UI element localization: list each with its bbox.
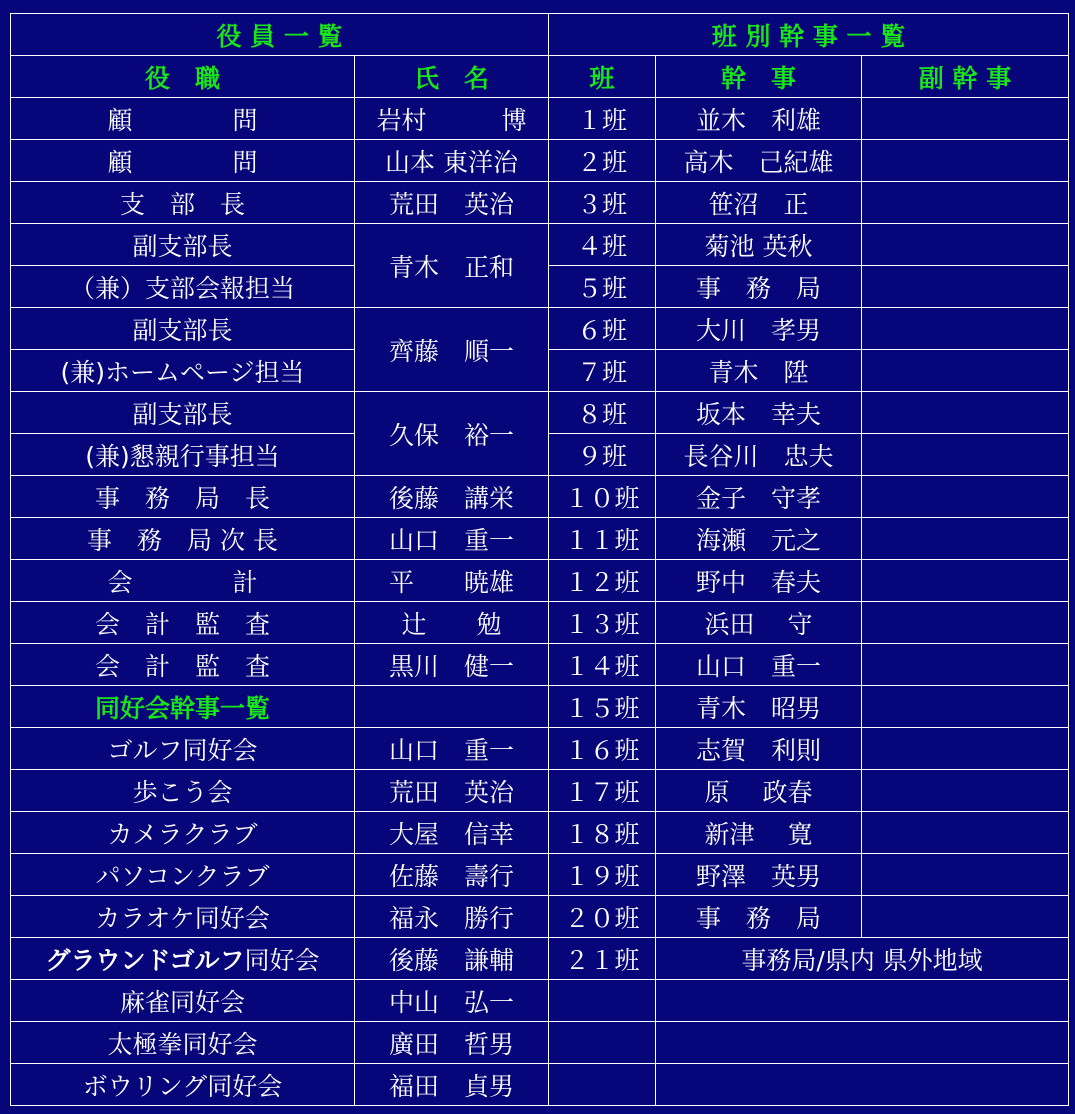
- table-row: [11, 686, 1069, 728]
- group-number: ６班: [549, 308, 656, 350]
- group-sub-leader: [862, 434, 1069, 476]
- group-sub-leader: [862, 644, 1069, 686]
- group-sub-leader: [862, 266, 1069, 308]
- group-leader: 坂本 幸夫: [656, 392, 862, 434]
- group-number: ２０班: [549, 896, 656, 938]
- officer-name: 平 暁雄: [355, 560, 549, 602]
- club-name: カメラクラブ: [11, 812, 355, 854]
- group-number: ７班: [549, 350, 656, 392]
- officer-name: 久保 裕一: [355, 392, 549, 476]
- officer-position: 会 計: [11, 560, 355, 602]
- club-leader-name: 山口 重一: [355, 728, 549, 770]
- empty-cell: [355, 686, 549, 728]
- officer-name: 山口 重一: [355, 518, 549, 560]
- group-leader: 長谷川 忠夫: [656, 434, 862, 476]
- officer-position: 支 部 長: [11, 182, 355, 224]
- group-number: １４班: [549, 644, 656, 686]
- officer-position: 事 務 局 長: [11, 476, 355, 518]
- club-name: 麻雀同好会: [11, 980, 355, 1022]
- group-number: １８班: [549, 812, 656, 854]
- group-sub-leader: [862, 602, 1069, 644]
- group-leader: 青木 昭男: [656, 686, 862, 728]
- table-row: [11, 560, 1069, 602]
- club-leader-name: 荒田 英治: [355, 770, 549, 812]
- table-row: [11, 308, 1069, 350]
- group-sub-leader: [862, 518, 1069, 560]
- club-name: 太極拳同好会: [11, 1022, 355, 1064]
- club-leader-name: 佐藤 壽行: [355, 854, 549, 896]
- officer-name: 岩村 博: [355, 98, 549, 140]
- empty-cell: [656, 980, 1069, 1022]
- table-row: [11, 854, 1069, 896]
- group-sub-leader: [862, 476, 1069, 518]
- table-row: [11, 728, 1069, 770]
- group-number: １９班: [549, 854, 656, 896]
- club-name: ボウリング同好会: [11, 1064, 355, 1106]
- group-number: ５班: [549, 266, 656, 308]
- club-leader-name: 廣田 哲男: [355, 1022, 549, 1064]
- officer-position-additional: （兼）支部会報担当: [11, 266, 355, 308]
- table-row: [11, 770, 1069, 812]
- club-name-bold-part: グラウンドゴルフ: [45, 945, 245, 975]
- table-row: [11, 518, 1069, 560]
- club-name: カラオケ同好会: [11, 896, 355, 938]
- group-sub-leader: [862, 392, 1069, 434]
- group-sub-leader: [862, 896, 1069, 938]
- table-row: [11, 1064, 1069, 1106]
- group-sub-leader: [862, 224, 1069, 266]
- group-sub-leader: [862, 308, 1069, 350]
- group-number: １６班: [549, 728, 656, 770]
- officer-position: 会 計 監 査: [11, 644, 355, 686]
- empty-cell: [656, 1064, 1069, 1106]
- officer-name: 辻 勉: [355, 602, 549, 644]
- table-row: [11, 98, 1069, 140]
- column-header-position: 役 職: [11, 56, 355, 98]
- group-leaders-title: 班 別 幹 事 一 覧: [549, 14, 1069, 56]
- officer-name: 齊藤 順一: [355, 308, 549, 392]
- group-sub-leader: [862, 560, 1069, 602]
- table-row: [11, 182, 1069, 224]
- club-name: 歩こう会: [11, 770, 355, 812]
- table-row: [11, 140, 1069, 182]
- group-sub-leader: [862, 350, 1069, 392]
- group-leader: 青木 陞: [656, 350, 862, 392]
- group-sub-leader: [862, 182, 1069, 224]
- officer-position: 顧 問: [11, 140, 355, 182]
- title-row: [11, 14, 1069, 56]
- column-header-name: 氏 名: [355, 56, 549, 98]
- officer-position: 副支部長: [11, 392, 355, 434]
- officer-position-additional: (兼)懇親行事担当: [11, 434, 355, 476]
- group-leader: 浜田 守: [656, 602, 862, 644]
- officer-position: 事 務 局 次 長: [11, 518, 355, 560]
- group-number: １５班: [549, 686, 656, 728]
- group-number: ２１班: [549, 938, 656, 980]
- group-leader: 事 務 局: [656, 896, 862, 938]
- officer-position: 顧 問: [11, 98, 355, 140]
- group-leader: 事 務 局: [656, 266, 862, 308]
- group-number: １班: [549, 98, 656, 140]
- group-sub-leader: [862, 854, 1069, 896]
- group-sub-leader: [862, 686, 1069, 728]
- empty-cell: [656, 1022, 1069, 1064]
- group-leader: 新津 寛: [656, 812, 862, 854]
- table-row: [11, 644, 1069, 686]
- group-leader: 野澤 英男: [656, 854, 862, 896]
- officer-name: 青木 正和: [355, 224, 549, 308]
- officers-title: 役 員 一 覧: [11, 14, 549, 56]
- table-row: [11, 812, 1069, 854]
- club-leader-name: 福永 勝行: [355, 896, 549, 938]
- table-row: [11, 896, 1069, 938]
- column-header-sub-leader: 副 幹 事: [862, 56, 1069, 98]
- group-leader: 並木 利雄: [656, 98, 862, 140]
- column-header-group: 班: [549, 56, 656, 98]
- column-header-row: [11, 56, 1069, 98]
- officer-name: 山本 東洋治: [355, 140, 549, 182]
- officers-and-group-leaders-table: [10, 13, 1069, 1106]
- group-leader: 高木 己紀雄: [656, 140, 862, 182]
- group-number: １０班: [549, 476, 656, 518]
- group-leader: 菊池 英秋: [656, 224, 862, 266]
- table-row: [11, 938, 1069, 980]
- club-name: パソコンクラブ: [11, 854, 355, 896]
- table-row: [11, 224, 1069, 266]
- club-name: [11, 938, 355, 980]
- group-sub-leader: [862, 98, 1069, 140]
- group-leader: 金子 守孝: [656, 476, 862, 518]
- group-number: ８班: [549, 392, 656, 434]
- officer-position-additional: (兼)ホームページ担当: [11, 350, 355, 392]
- officer-position: 副支部長: [11, 224, 355, 266]
- group-leader: 事務局/県内 県外地域: [656, 938, 1069, 980]
- club-leader-name: 福田 貞男: [355, 1064, 549, 1106]
- club-name-suffix: 同好会: [244, 945, 320, 975]
- group-leader: 志賀 利則: [656, 728, 862, 770]
- group-number: ９班: [549, 434, 656, 476]
- club-name: ゴルフ同好会: [11, 728, 355, 770]
- empty-cell: [549, 980, 656, 1022]
- officer-name: 後藤 講栄: [355, 476, 549, 518]
- officer-position: 会 計 監 査: [11, 602, 355, 644]
- table-row: [11, 392, 1069, 434]
- group-sub-leader: [862, 770, 1069, 812]
- group-sub-leader: [862, 812, 1069, 854]
- club-leader-name: 中山 弘一: [355, 980, 549, 1022]
- club-leader-name: 後藤 謙輔: [355, 938, 549, 980]
- column-header-leader: 幹 事: [656, 56, 862, 98]
- club-leader-name: 大屋 信幸: [355, 812, 549, 854]
- group-number: ３班: [549, 182, 656, 224]
- group-number: １７班: [549, 770, 656, 812]
- group-leader: 野中 春夫: [656, 560, 862, 602]
- group-leader: 山口 重一: [656, 644, 862, 686]
- clubs-section-title: 同好会幹事一覧: [11, 686, 355, 728]
- empty-cell: [549, 1064, 656, 1106]
- empty-cell: [549, 1022, 656, 1064]
- group-number: １２班: [549, 560, 656, 602]
- officer-name: 荒田 英治: [355, 182, 549, 224]
- table-row: [11, 980, 1069, 1022]
- group-number: ２班: [549, 140, 656, 182]
- group-number: １１班: [549, 518, 656, 560]
- group-leader: 海瀬 元之: [656, 518, 862, 560]
- table-row: [11, 602, 1069, 644]
- officer-position: 副支部長: [11, 308, 355, 350]
- group-leader: 笹沼 正: [656, 182, 862, 224]
- officer-name: 黒川 健一: [355, 644, 549, 686]
- group-leader: 大川 孝男: [656, 308, 862, 350]
- table-row: [11, 476, 1069, 518]
- group-number: ４班: [549, 224, 656, 266]
- group-sub-leader: [862, 728, 1069, 770]
- table-row: [11, 1022, 1069, 1064]
- group-sub-leader: [862, 140, 1069, 182]
- group-leader: 原 政春: [656, 770, 862, 812]
- group-number: １３班: [549, 602, 656, 644]
